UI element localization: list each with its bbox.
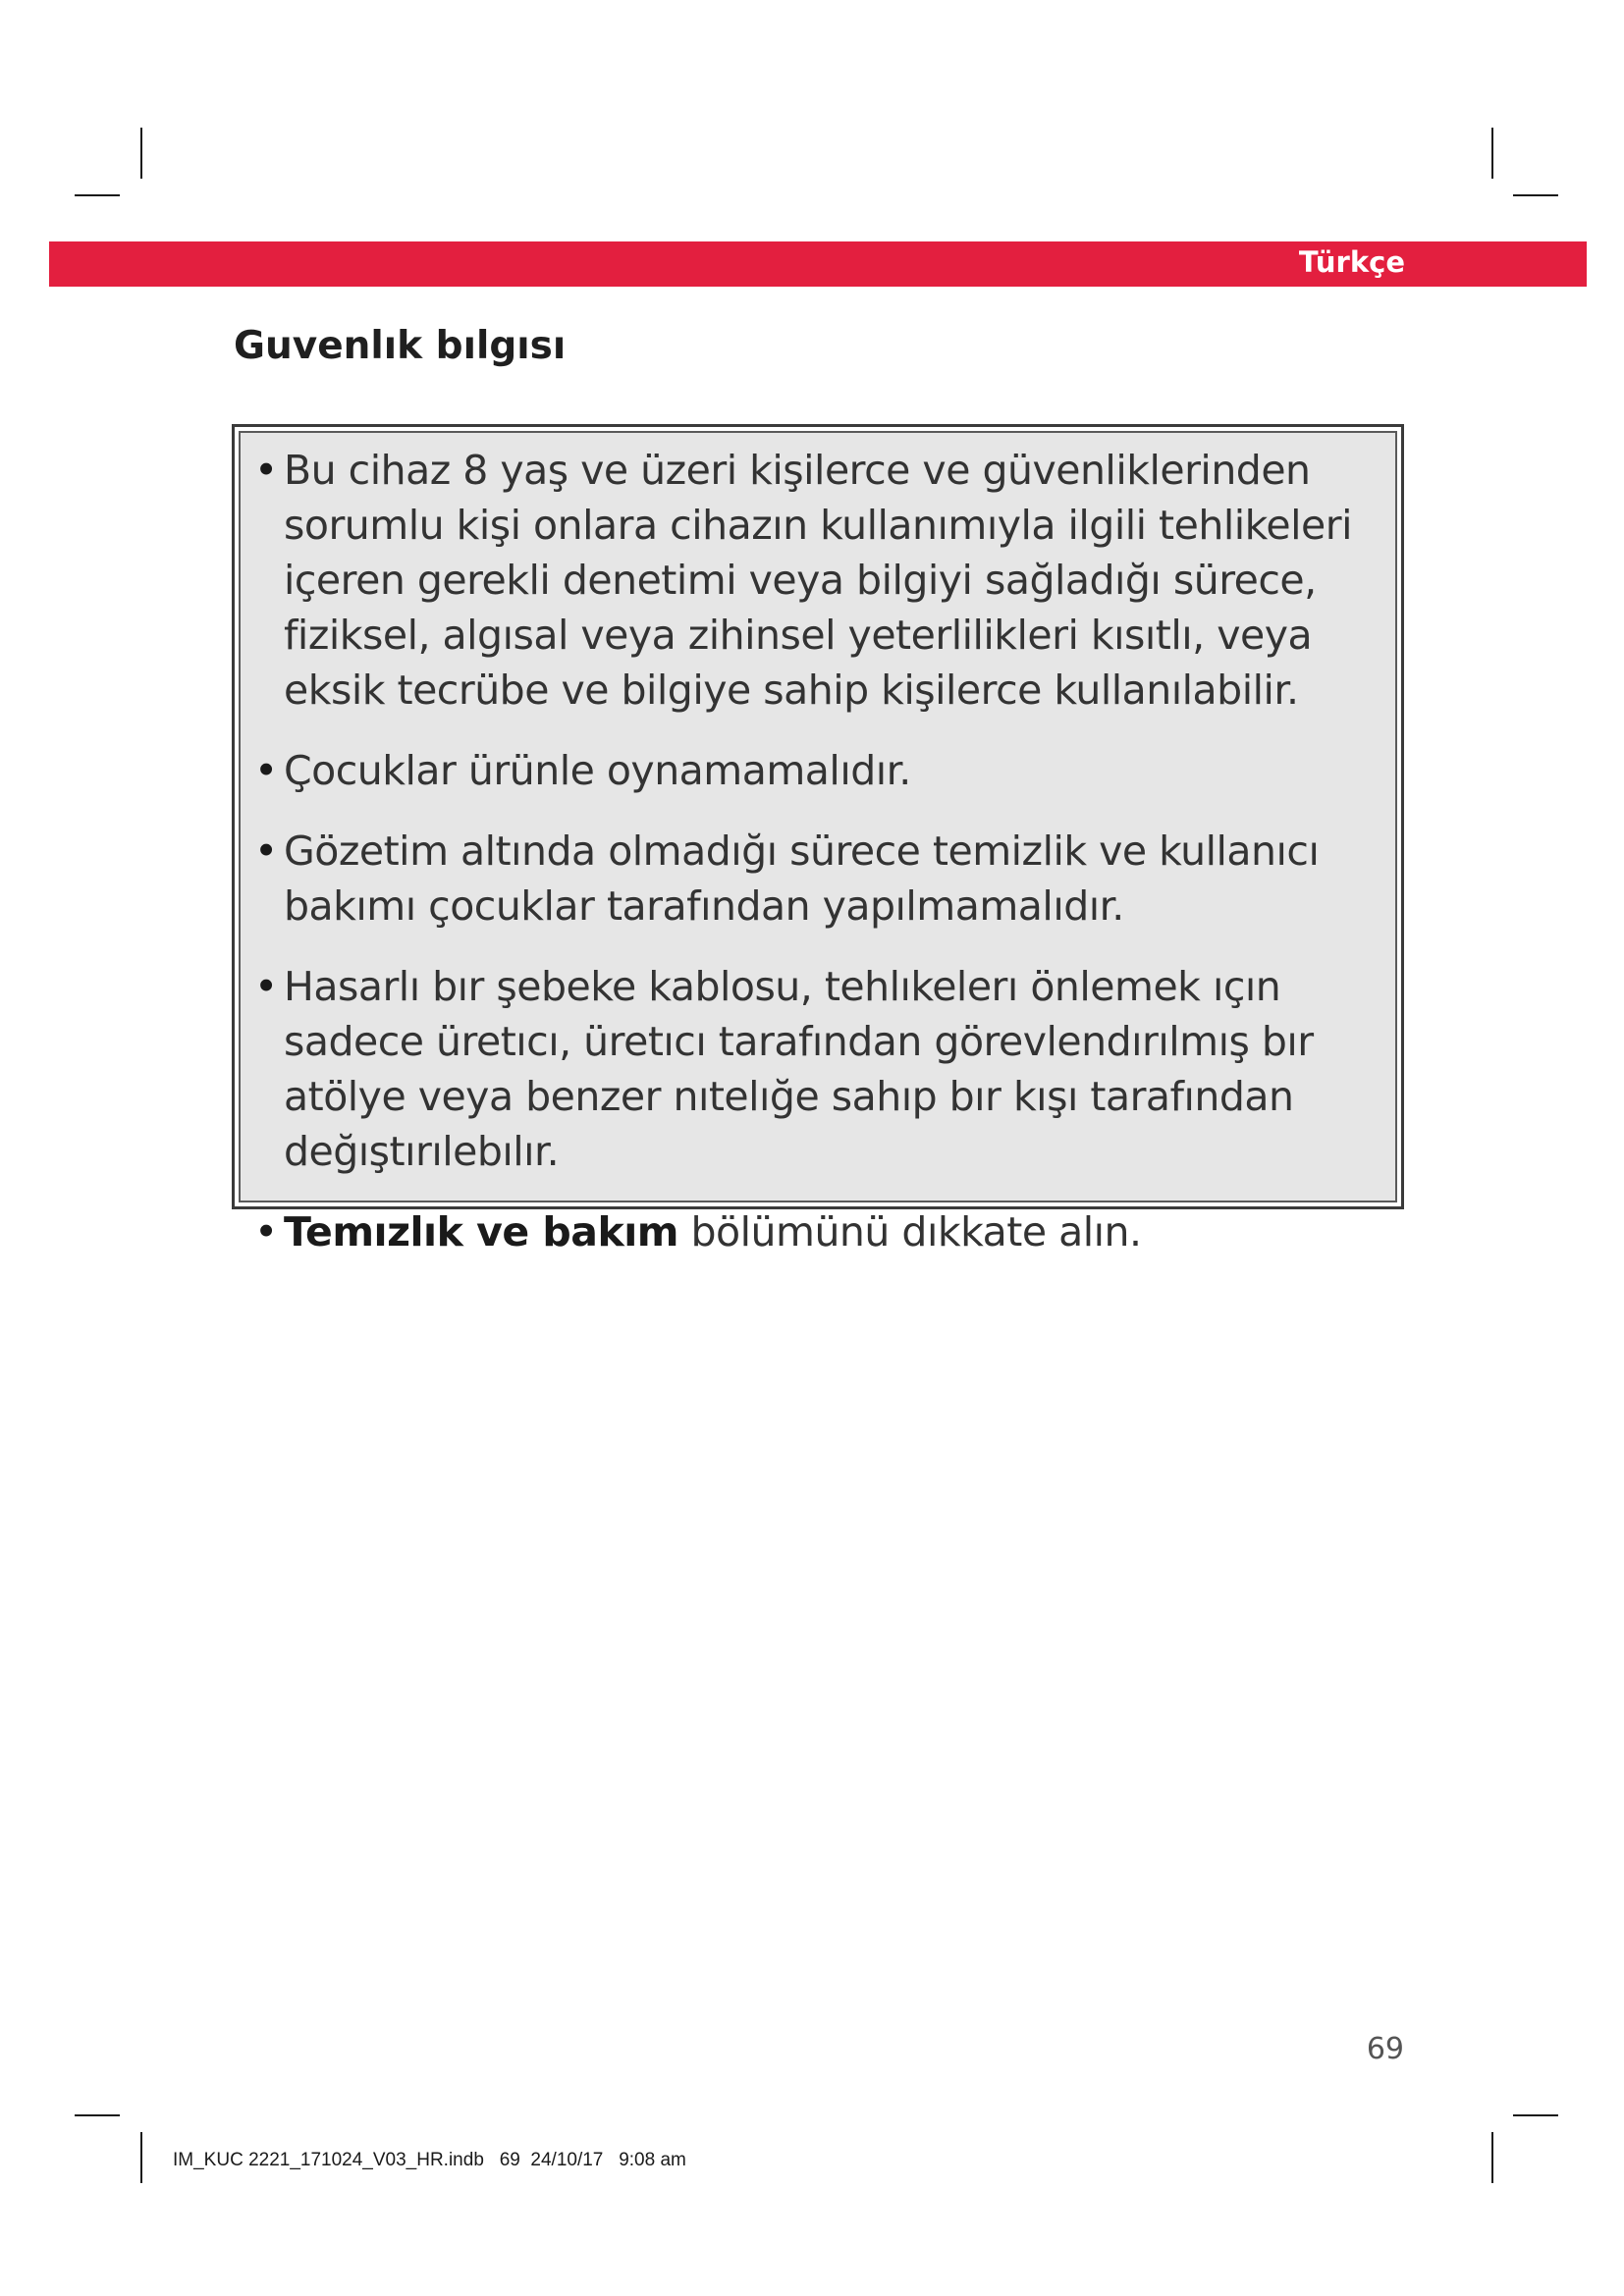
cleaning-section-reference: Temızlık ve bakım: [284, 1208, 678, 1255]
crop-mark-bottom-left-vertical: [140, 2132, 142, 2183]
bullet-icon: •: [254, 828, 278, 875]
page-number: 69: [1366, 2032, 1404, 2066]
warning-text: Çocuklar ürünle oynamamalıdır.: [284, 747, 911, 794]
warning-text: bölümünü dıkkate alın.: [677, 1208, 1142, 1255]
bullet-icon: •: [254, 447, 278, 494]
warning-item-cleaning: [252, 1204, 1381, 1259]
crop-mark-bottom-left-horizontal: [75, 2114, 120, 2116]
language-bar: [49, 241, 1587, 287]
print-slug: IM_KUC 2221_171024_V03_HR.indb 69 24/10/17 9:08 am: [173, 2150, 686, 2170]
warning-item: [252, 443, 1381, 718]
safety-warning-box: [232, 424, 1404, 1255]
safety-warning-list: [252, 443, 1381, 1259]
safety-warning-inner: [239, 431, 1397, 1255]
warning-text: Bu cihaz 8 yaş ve üzeri kişilerce ve güvenliklerinden sorumlu kişi onlara cihazın kullanımıyla ilgili tehlikeleri içeren gerekli denetimi veya bilgiyi sağladığı sürece, fiziksel, algısal veya zihinsel yeterlilikleri kısıtlı, veya eksik tecrübe ve bilgiye sahip kişilerce kullanılabilir.: [284, 447, 1352, 714]
crop-mark-top-left-vertical: [140, 128, 142, 179]
language-label: Türkçe: [1298, 245, 1405, 279]
crop-mark-top-left-horizontal: [75, 194, 120, 196]
bullet-icon: •: [254, 747, 278, 794]
crop-mark-bottom-right-vertical: [1491, 2132, 1493, 2183]
warning-text: Hasarlı bır şebeke kablosu, tehlıkelerı önlemek ıçın sadece üretıcı, üretıcı tarafından görevlendırılmış bır atölye veya benzer nıtelığe sahıp bır kışı tarafından değıştırılebılır.: [284, 963, 1314, 1175]
warning-item: [252, 959, 1381, 1179]
warning-item: [252, 743, 1381, 798]
warning-item: [252, 824, 1381, 934]
crop-mark-bottom-right-horizontal: [1513, 2114, 1558, 2116]
section-title: Guvenlık bılgısı: [234, 324, 567, 368]
bullet-icon: •: [254, 963, 278, 1010]
warning-text: Gözetim altında olmadığı sürece temizlik ve kullanıcı bakımı çocuklar tarafından yapılmamalıdır.: [284, 828, 1320, 930]
crop-mark-top-right-vertical: [1491, 128, 1493, 179]
bullet-icon: •: [254, 1208, 278, 1255]
crop-mark-top-right-horizontal: [1513, 194, 1558, 196]
